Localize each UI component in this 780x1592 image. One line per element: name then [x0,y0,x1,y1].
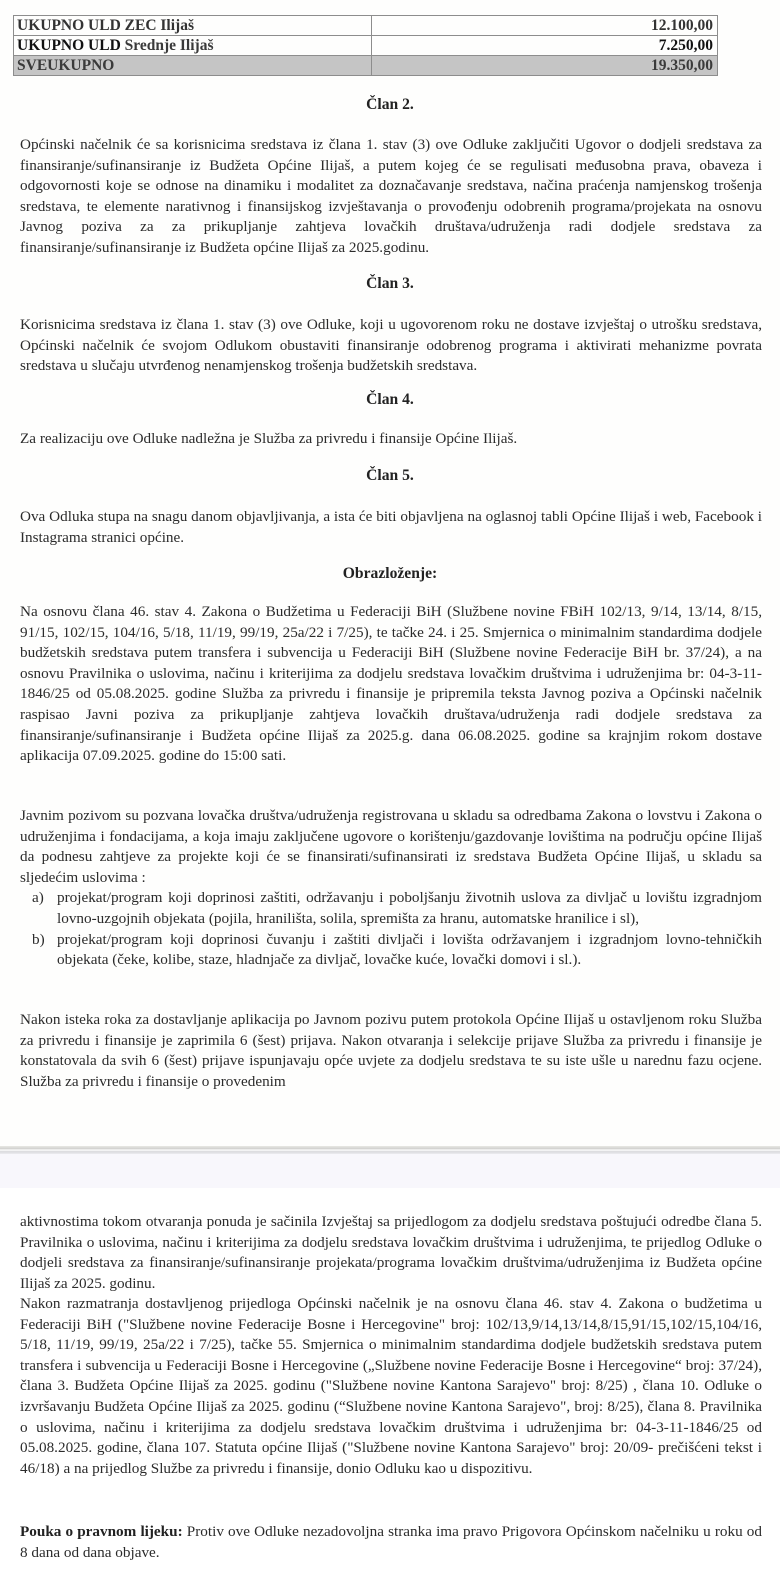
article-2-heading: Član 2. [366,96,414,113]
pouka-label: Pouka o pravnom lijeku: [20,1523,183,1540]
article-2-text: Općinski načelnik će sa korisnicima sredstava iz člana 1. stav (3) ove Odluke zaključiti Ugovor o dodjeli sredstava za finansiranje/sufinansiranje iz Budžeta Općine Ilijaš, a putem kojeg će se regulisati međusobna prava, obaveza i odgovornosti koje se odnose na dinamiku i modalitet za doznačavanje sredstava, načina praćenja namjenskog trošenja sredstava, te elemente narativnog i finansijskog izvještavanja o provođenju odobrenih programa/projekata na osnovu Javnog poziva za za prikupljanje zahtjeva lovačkih društava/udruženja radi dodjele sredstava za finansiranje/sufinansiranje iz Budžeta općine Ilijaš za 2025.godinu. [20,136,762,256]
obrazlozenje-paragraph-2 [20,806,762,971]
list-marker: a) [32,889,44,907]
pouka-text: Protiv ove Odluke nezadovoljna stranka ima pravo Prigovora Općinskom načelniku u roku od 8 dana od dana objave. [20,1523,762,1561]
obrazlozenje-heading: Obrazloženje: [342,565,438,582]
table-row-uld-srednje [14,36,718,56]
list-marker: b) [32,930,45,948]
conditions-list [20,888,762,970]
list-item [20,930,762,971]
row-amount: 12.100,00 [372,16,718,36]
page-separator [0,1146,780,1154]
row-label: UKUPNO ULD Srednje Ilijaš [14,36,372,56]
row-amount: 19.350,00 [372,56,718,76]
article-3-text: Korisnicima sredstava iz člana 1. stav (3) ove Odluke, koji u ugovorenom roku ne dostave izvještaj o utrošku sredstava, Općinski načelnik će svojom Odlukom obustaviti finansiranje odobrenog programa i aktivirati mehanizme povrata sredstava u slučaju utvrđenog nenamjenskog trošenja budžetskih sredstava. [20,316,762,375]
obrazlozenje-paragraph-4: aktivnostima tokom otvaranja ponuda je sačinila Izvještaj sa prijedlogom za dodjelu sredstava poštujući odredbe člana 5. Pravilnika o uslovima, načinu i kriterijima za dodjelu sredstava lovačkim društvima i udruženjima, te prijedlog Odluke o dodjeli sredstava za finansiranje/sufinansiranje projekata/programa lovačkim društvima/udruženjima iz Budžeta općine Ilijaš za 2025. godinu. [20,1213,762,1292]
table-row-uld-zec [14,16,718,36]
article-3-heading: Član 3. [366,275,414,292]
row-label: SVEUKUPNO [14,56,372,76]
table-row-sveukupno [14,56,718,76]
pouka-paragraph [20,1522,762,1563]
obrazlozenje-paragraph-5: Nakon razmatranja dostavljenog prijedloga Općinski načelnik je na osnovu člana 46. stav 4. Zakona o budžetima u Federaciji BiH ("Službene novine Federacije Bosne i Hercegovine" broj: 102/13,9/14,13/14,8/15,91/15,102/15,104/16, 5/18, 11/19, 99/19, 25a/22 i 7/25), tačke 55. Smjernica o minimalnim standardima dodjele budžetskih sredstava putem transfera i subvencija u Federaciji Bosne i Hercegovine („Službene novine Federacije Bosne i Hercegovine“ broj: 37/24), člana 3. Budžeta Općine Ilijaš za 2025. godinu ("Službene novine Kantona Sarajevo" broj: 8/25) , člana 10. Odluke o izvršavanju Budžeta Općine Ilijaš za 2025. godinu (“Službene novine Kantona Sarajevo", broj: 8/25), člana 8. Pravilnika o uslovima, načinu i kriterijima za dodjelu sredstava lovačkim društvima i udruženjima br: 04-3-11-1846/25 od 05.08.2025. godine, člana 107. Statuta općine Ilijaš ("Službene novine Kantona Sarajevo" broj: 20/09- prečišćeni tekst i 46/18) a na prijedlog Službe za privredu i finansije, donio Odluku kao u dispozitivu. [20,1295,762,1477]
row-amount: 7.250,00 [372,36,718,56]
page-gap [0,1154,780,1188]
list-item-text: projekat/program koji doprinosi čuvanju i zaštiti divljači i lovišta održavanjem i izgradnjom lovno-tehničkih objekata (čeke, kolibe, staze, hladnjače za divljač, lovačke kuće, lovački domovi i sl.). [57,930,762,969]
article-4-heading: Član 4. [366,391,414,408]
obrazlozenje-paragraph-1: Na osnovu člana 46. stav 4. Zakona o Budžetima u Federaciji BiH (Službene novine FBiH 102/13, 9/14, 13/14, 8/15, 91/15, 102/15, 104/16, 5/18, 11/19, 99/19, 25a/22 i 7/25), te tačke 24. i 25. Smjernica o minimalnim standardima dodjele budžetskih sredstava putem transfera i subvencija u Federaciji BiH (Službene novine Federacije BiH br. 37/24), a na osnovu Pravilnika o uslovima, načinu i kriterijima za dodjelu sredstava lovačkim društvima i udruženjima br: 04-3-11-1846/25 od 05.08.2025. godine Služba za privredu i finansije je pripremila teksta Javnog poziva a Općinski načelnik raspisao Javni poziva za prikupljanje zahtjeva lovačkih društava/udruženja radi dodjele sredstava za finansiranje/sufinansiranje i Budžeta općine Ilijaš za 2025.g. dana 06.08.2025. godine sa krajnjim rokom dostave aplikacija 07.09.2025. godine do 15:00 sati. [20,603,762,765]
article-4-text: Za realizaciju ove Odluke nadležna je Služba za privredu i finansije Općine Ilijaš. [20,430,518,447]
article-5-heading: Član 5. [366,467,414,484]
paragraph-2-text: Javnim pozivom su pozvana lovačka društva/udruženja registrovana u skladu sa odredbama Zakona o lovstvu i Zakona o udruženjima i fondacijama, a koja imaju zaključene ugovore o korištenju/gazdovanje lovištima na području općine Ilijaš da podnesu zahtjeve za projekte koji će se finansirati/sufinansirati iz sredstava Budžeta Općine Ilijaš, u skladu sa sljedećim uslovima : [20,807,762,886]
document-page-2 [0,1188,780,1592]
totals-table [13,15,718,76]
obrazlozenje-paragraph-3: Nakon isteka roka za dostavljanje aplikacija po Javnom pozivu putem protokola Općine Ilijaš u ostavljenom roku Služba za privredu i finansije je zaprimila 6 (šest) prijava. Nakon otvaranja i selekcije prijave Služba za privredu i finansije je konstatovala da svih 6 (šest) prijave ispunjavaju opće uvjete za dodjelu sredstava te su iste ušle u narednu fazu ocjene. Služba za privredu i finansije o provedenim [20,1011,762,1090]
article-5-text: Ova Odluka stupa na snagu danom objavljivanja, a ista će biti objavljena na oglasnoj tabli Općine Ilijaš i web, Facebook i Instagrama stranici općine. [20,508,762,546]
list-item-text: projekat/program koji doprinosi zaštiti, održavanju i poboljšanju životnih uslova za divljač u lovištu izgradnjom lovno-uzgojnih objekata (pojila, hranilišta, solila, spremišta za hranu, automatske hranilice i sl), [57,889,762,927]
list-item [20,888,762,929]
row-label: UKUPNO ULD ZEC Ilijaš [14,16,372,36]
